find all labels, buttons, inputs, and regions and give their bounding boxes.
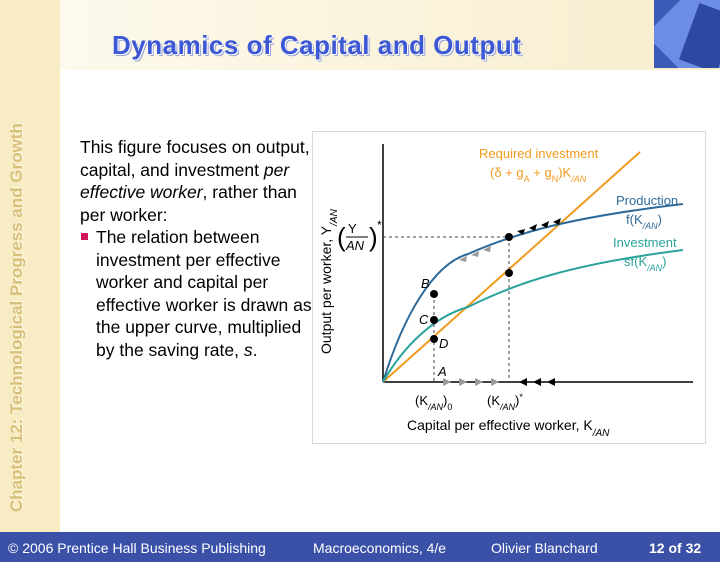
production-label: Production xyxy=(616,193,679,208)
axis-arrow-black-1 xyxy=(519,378,527,386)
required-investment-label: Required investment xyxy=(479,146,599,161)
point-ystar-production xyxy=(505,233,513,241)
point-c xyxy=(430,316,438,324)
ystar-paren-right: ) xyxy=(369,222,378,252)
footer-bar xyxy=(0,532,720,562)
axis-arrow-gray-1 xyxy=(443,378,451,386)
point-b xyxy=(430,290,438,298)
point-label-b: B xyxy=(421,276,430,291)
required-investment-line xyxy=(383,152,640,382)
x-axis-label: Capital per effective worker, $K_{/AN}$ xyxy=(407,417,610,439)
corner-logo xyxy=(654,0,720,68)
kstar-label: $(K_{/AN})^*$ xyxy=(487,392,523,412)
axis-arrow-black-2 xyxy=(533,378,541,386)
sidebar xyxy=(0,0,60,532)
production-formula: $f(K_{/AN})$ xyxy=(626,212,662,231)
investment-label: Investment xyxy=(613,235,677,250)
ystar-den: AN xyxy=(346,238,365,253)
ystar-star: * xyxy=(377,218,382,232)
footer-book: Macroeconomics, 4/e xyxy=(313,540,447,556)
bullet-icon xyxy=(81,233,88,240)
investment-formula: $sf(K_{/AN})$ xyxy=(624,254,667,273)
production-curve xyxy=(383,204,683,382)
bullet-item: The relation between investment per effective worker and capital per effective worker is drawn as the upper curve, multiplied by the saving rate, s. xyxy=(80,226,312,361)
axis-arrow-gray-4 xyxy=(491,378,499,386)
capital-dynamics-figure xyxy=(313,132,705,443)
axis-arrow-gray-2 xyxy=(459,378,467,386)
ystar-num: Y xyxy=(348,221,357,236)
slide-body xyxy=(80,136,312,361)
axis-arrow-gray-3 xyxy=(475,378,483,386)
y-axis-label: Output per worker, $Y_{/AN}$ xyxy=(318,209,340,354)
required-investment-formula: $(\delta + g_A + g_N)K_{/AN}$ xyxy=(490,165,587,184)
chapter-label: Chapter 12: Technological Progress and Growth xyxy=(7,123,26,512)
ystar-paren-left: ( xyxy=(337,222,346,252)
footer-copyright: © 2006 Prentice Hall Business Publishing xyxy=(8,540,266,556)
figure-panel xyxy=(312,131,706,444)
point-label-c: C xyxy=(419,312,429,327)
point-steady-state xyxy=(505,269,513,277)
point-d xyxy=(430,335,438,343)
slide-number: 12 of 32 xyxy=(649,540,702,556)
slide-title: Dynamics of Capital and Output xyxy=(112,30,522,60)
point-label-a: A xyxy=(438,364,447,379)
axis-arrow-black-3 xyxy=(547,378,555,386)
k0-label: $(K_{/AN})_0$ xyxy=(415,393,453,412)
footer-author: Olivier Blanchard xyxy=(491,540,598,556)
intro-paragraph: This figure focuses on output, capital, and investment per effective worker, rather than per worker: xyxy=(80,137,310,225)
point-label-d: D xyxy=(439,336,449,351)
